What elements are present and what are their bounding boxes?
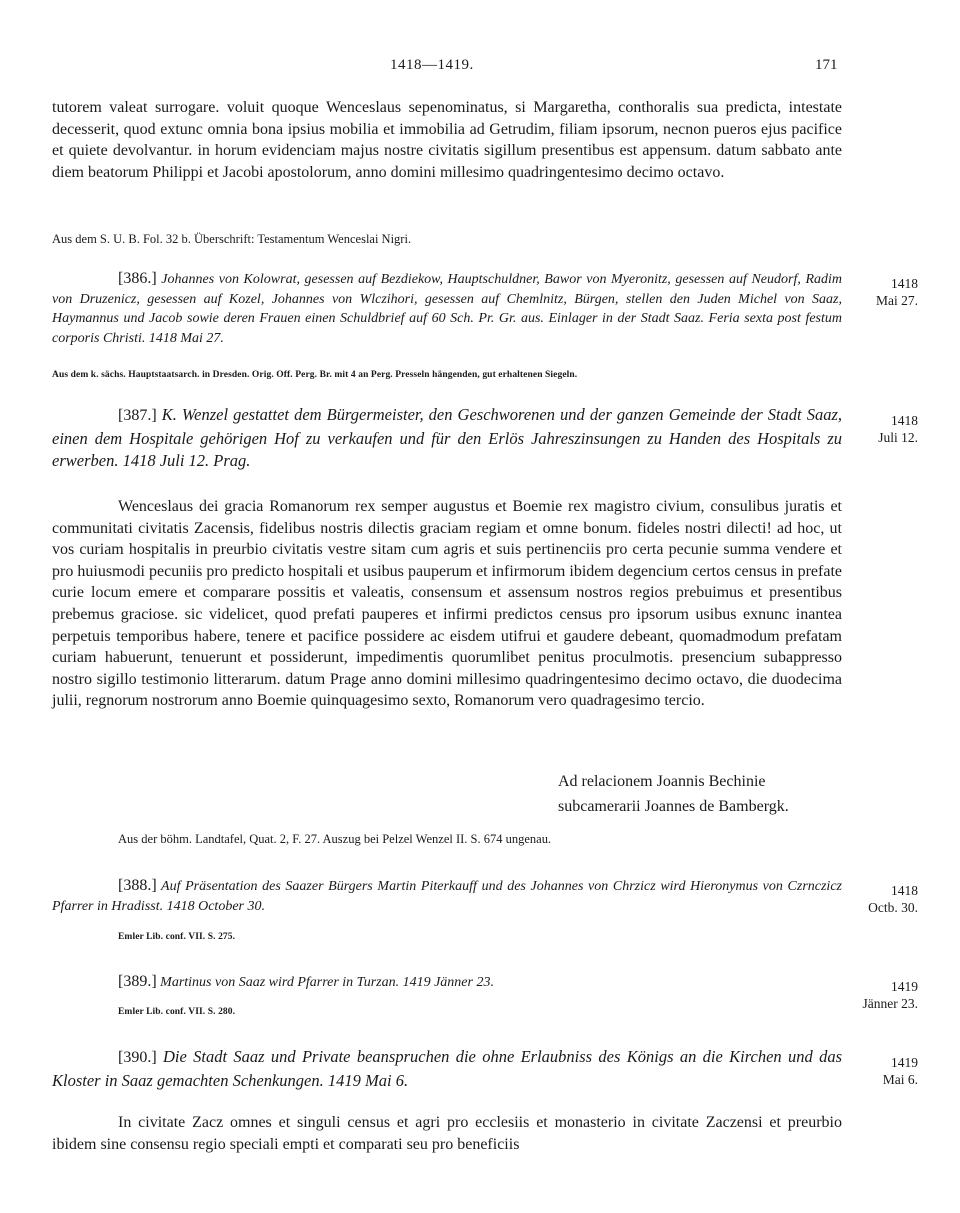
running-header-years: 1418—1419. xyxy=(390,57,474,73)
entry-386-margin-day: Mai 27. xyxy=(876,293,918,308)
entry-389-margin-year: 1419 xyxy=(891,979,918,994)
entry-389-regest-text: Martinus von Saaz wird Pfarrer in Turzan. 1419 Jänner 23. xyxy=(160,975,494,990)
entry-387-regest-text: K. Wenzel gestattet dem Bürgermeister, den Geschworenen und der ganzen Gemeinde der Stadt Saaz, einen dem Hospitale gehörigen Hof zu verkaufen und für den Erlös Jahreszinsungen zu Handen des Hospitals zu erwerben. 1418 Juli 12. Prag. xyxy=(52,405,842,470)
entry-388-regest-text: Auf Präsentation des Saazer Bürgers Martin Piterkauff und des Johannes von Chrzicz wird Hieronymus von Czrnczicz Pfarrer in Hradisst. 1418 October 30. xyxy=(52,879,842,914)
entry-389-source: Emler Lib. conf. VII. S. 280. xyxy=(118,1007,236,1017)
entry-388-margin-day: Octb. 30. xyxy=(868,900,918,915)
entry-386-source: Aus dem k. sächs. Hauptstaatsarch. in Dresden. Orig. Off. Perg. Br. mit 4 an Perg. Presseln hängenden, gut erhaltenen Siegeln. xyxy=(52,370,578,380)
entry-386-margin-date xyxy=(850,275,918,309)
entry-387-text: Wenceslaus dei gracia Romanorum rex semper augustus et Boemie rex magistro civium, consulibus juratis et communitati civitatis Zacensis, fidelibus nostris dilectis graciam regiam et omne bonum. fideles nostri dilecti! ad hoc, ut vos curiam hospitalis in preurbio civitatis vestre sitam cum agris et suis pertinenciis pro certa pecunie summa vendere et pro huiusmodi pecuniis pro predicto hospitali et usibus pauperum et infirmorum ibidem degencium certos census in prefate curie locum emere et comparare possitis et valeatis, consensum et assensum nostros regios prebuimus et presentibus prebemus graciose. sic videlicet, quod prefati pauperes et infirmi predictos census pro ipsorum usibus exnunc inantea perpetuis temporibus habere, tenere et pacifice possidere ac eisdem utifrui et gaudere debeant, quomadmodum prefatam curiam habuerunt, tenuerunt et possiderunt, impedimentis quorumlibet penitus proculmotis. presencium subappresso nostro sigillo testimonio litterarum. datum Prage anno domini millesimo quadringentesimo decimo octavo, die duodecima julii, regnorum nostrorum anno Boemie quinquagesimo sexto, Romanorum vero quadragesimo tercio. xyxy=(52,498,842,710)
entry-388-margin-year: 1418 xyxy=(891,883,918,898)
entry-388-source: Emler Lib. conf. VII. S. 275. xyxy=(118,932,236,942)
entry-389-margin-date xyxy=(850,978,918,1012)
entry-389-regest xyxy=(52,972,842,993)
paragraph-testament-end: tutorem valeat surrogare. voluit quoque Wenceslaus sepenominatus, si Margaretha, conthoralis sua predicta, intestate decesserit, quod extunc omnia bona ipsius mobilia et immobilia ad Getrudim, filiam ipsorum, necnon pueros ejus pacifice et quiete devolvantur. in horum evidenciam majus nostre civitatis sigillum presentibus est appensum. datum sabbato ante diem beatorum Philippi et Jacobi apostolorum, anno domini millesimo quadringentesimo decimo octavo. xyxy=(52,99,842,181)
entry-387-margin-day: Juli 12. xyxy=(878,430,918,445)
entry-390-regest xyxy=(52,1046,842,1092)
entry-389-number: [389.] xyxy=(118,973,157,990)
entry-387-signature-line-2: subcamerarii Joannes de Bambergk. xyxy=(558,798,789,815)
entry-389-margin-day: Jänner 23. xyxy=(862,996,918,1011)
entry-390-margin-day: Mai 6. xyxy=(882,1072,918,1087)
entry-390-regest-text: Die Stadt Saaz und Private beanspruchen die ohne Erlaubniss des Königs an die Kirchen und das Kloster in Saaz gemachten Schenkungen. 1419 Mai 6. xyxy=(52,1047,842,1090)
entry-386-regest-text: Johannes von Kolowrat, gesessen auf Bezdiekow, Hauptschuldner, Bawor von Myeronitz, gesessen auf Neudorf, Radim von Druzenicz, gesessen auf Kozel, Johannes von Wlczihori, gesessen auf Chemlnitz, Bürgen, stellen den Juden Michel von Saaz, Haymannus und Jacob sowie deren Frauen einen Schuldbrief auf 60 Sch. Pr. Gr. aus. Einlager in der Stadt Saaz. Feria sexta post festum corporis Christi. 1418 Mai 27. xyxy=(52,272,843,346)
entry-388-regest xyxy=(52,876,842,916)
entry-390-number: [390.] xyxy=(118,1049,157,1066)
entry-387-number: [387.] xyxy=(118,407,157,424)
entry-390-margin-year: 1419 xyxy=(891,1055,918,1070)
entry-387-margin-date xyxy=(850,412,918,446)
entry-390-text: In civitate Zacz omnes et singuli census et agri pro ecclesiis et monasterio in civitate Zaczensi et preurbio ibidem sine consensu regio speciali empti et comparati seu pro beneficiis xyxy=(52,1114,842,1153)
page-number: 171 xyxy=(815,57,838,73)
entry-386-number: [386.] xyxy=(118,270,157,287)
entry-387-source: Aus der böhm. Landtafel, Quat. 2, F. 27. Auszug bei Pelzel Wenzel II. S. 674 ungenau. xyxy=(118,832,552,846)
entry-387-regest xyxy=(52,404,842,473)
entry-390-margin-date xyxy=(850,1054,918,1088)
source-note-testament: Aus dem S. U. B. Fol. 32 b. Überschrift: Testamentum Wenceslai Nigri. xyxy=(52,232,412,246)
entry-388-margin-date xyxy=(850,882,918,916)
entry-386-regest xyxy=(52,269,842,348)
entry-386-margin-year: 1418 xyxy=(891,276,918,291)
entry-388-number: [388.] xyxy=(118,877,157,894)
entry-387-margin-year: 1418 xyxy=(891,413,918,428)
entry-387-signature-line-1: Ad relacionem Joannis Bechinie xyxy=(558,773,766,790)
